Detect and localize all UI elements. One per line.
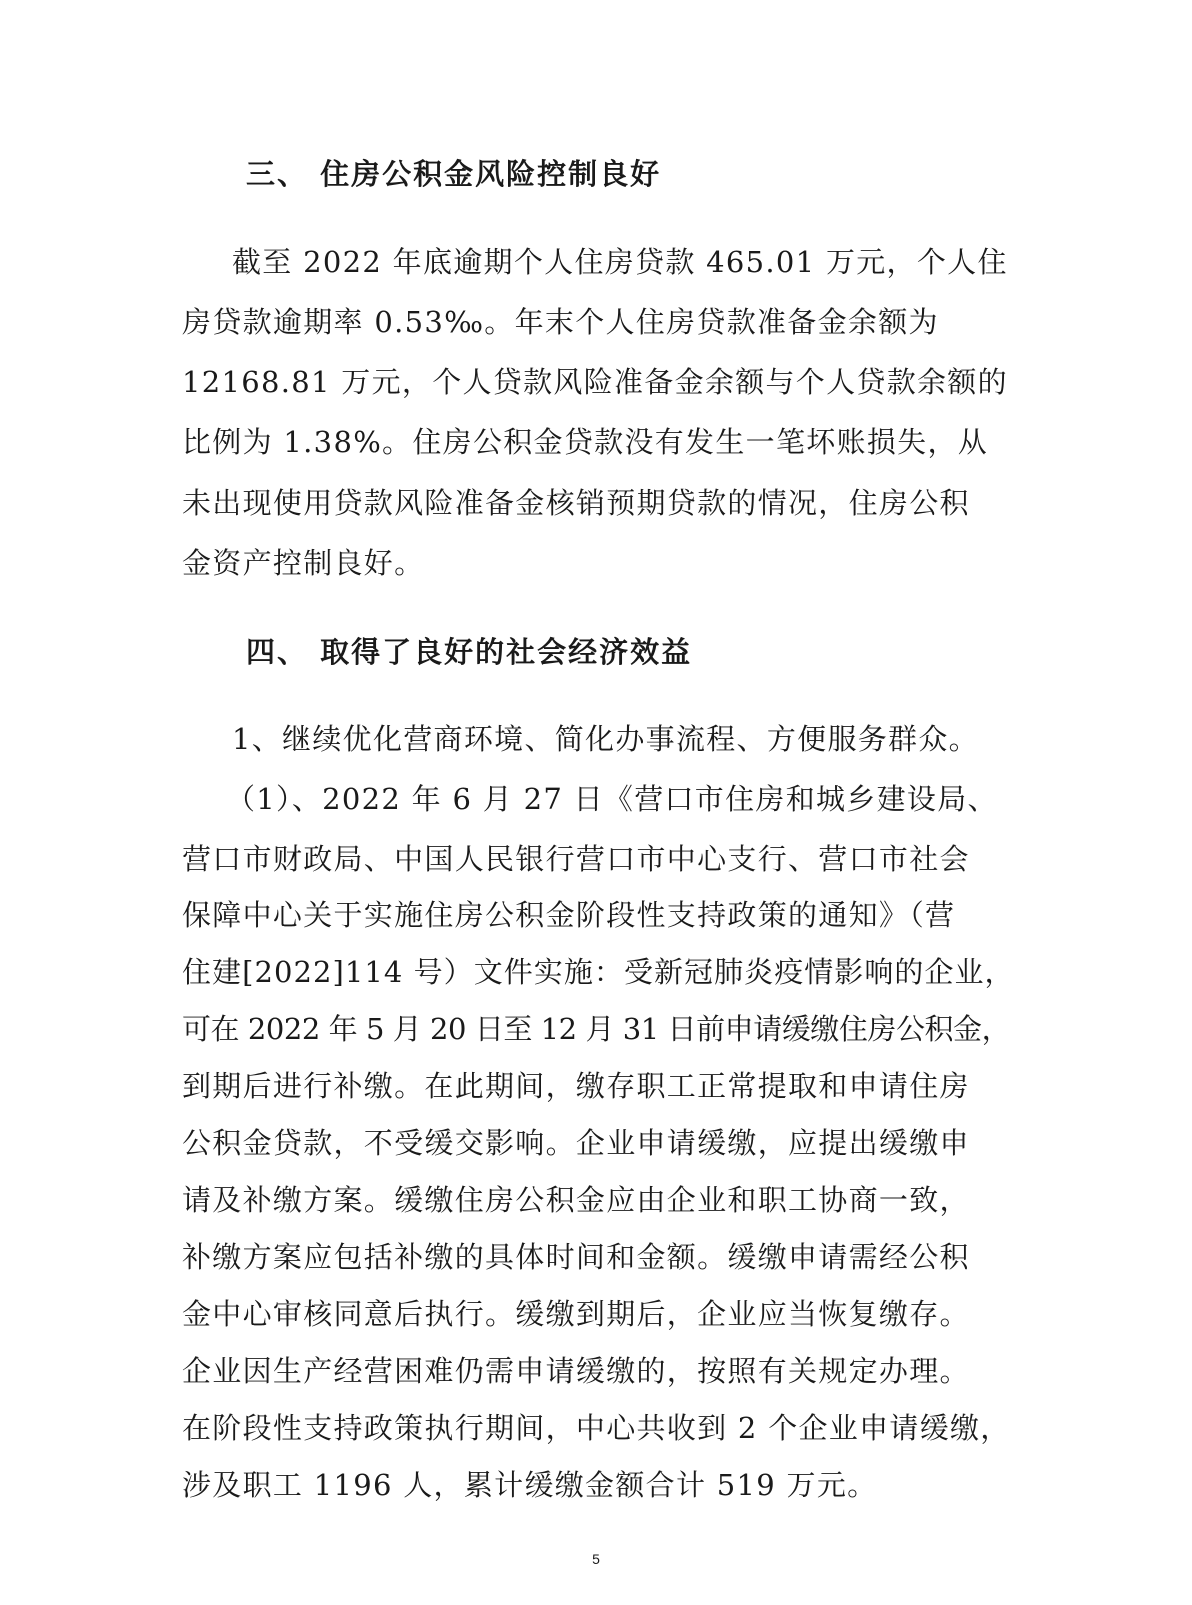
paragraph-line: 住建[2022]114 号）文件实施：受新冠肺炎疫情影响的企业， [182, 955, 1015, 989]
paragraph-line: 1、继续优化营商环境、简化办事流程、方便服务群众。 [232, 722, 979, 756]
paragraph-line: 到期后进行补缴。在此期间，缴存职工正常提取和申请住房 [182, 1069, 970, 1103]
paragraph-line: 请及补缴方案。缓缴住房公积金应由企业和职工协商一致， [182, 1183, 970, 1217]
paragraph-line: 保障中心关于实施住房公积金阶段性支持政策的通知》（营 [182, 898, 956, 932]
page-number: 5 [592, 1551, 600, 1567]
paragraph-line: （1）、2022 年 6 月 27 日《营口市住房和城乡建设局、 [226, 782, 998, 816]
paragraph-line: 截至 2022 年底逾期个人住房贷款 465.01 万元，个人住 [232, 245, 1008, 279]
paragraph-line: 房贷款逾期率 0.53‰。年末个人住房贷款准备金余额为 [182, 305, 939, 339]
paragraph-line: 营口市财政局、中国人民银行营口市中心支行、营口市社会 [182, 842, 970, 876]
paragraph-line: 涉及职工 1196 人，累计缓缴金额合计 519 万元。 [182, 1468, 878, 1502]
paragraph-line: 可在 2022 年 5 月 20 日至 12 月 31 日前申请缓缴住房公积金， [182, 1012, 1011, 1046]
section-heading-3: 三、 住房公积金风险控制良好 [246, 157, 662, 191]
section-heading-4: 四、 取得了良好的社会经济效益 [246, 635, 693, 669]
paragraph-line: 在阶段性支持政策执行期间，中心共收到 2 个企业申请缓缴， [182, 1411, 1011, 1445]
paragraph-line: 金中心审核同意后执行。缓缴到期后，企业应当恢复缴存。 [182, 1297, 970, 1331]
paragraph-line: 未出现使用贷款风险准备金核销预期贷款的情况，住房公积 [182, 486, 970, 520]
paragraph-line: 企业因生产经营困难仍需申请缓缴的，按照有关规定办理。 [182, 1354, 970, 1388]
paragraph-line: 公积金贷款，不受缓交影响。企业申请缓缴，应提出缓缴申 [182, 1126, 970, 1160]
paragraph-line: 12168.81 万元，个人贷款风险准备金余额与个人贷款余额的 [182, 365, 1008, 399]
paragraph-line: 比例为 1.38%。住房公积金贷款没有发生一笔坏账损失，从 [182, 425, 989, 459]
paragraph-line: 补缴方案应包括补缴的具体时间和金额。缓缴申请需经公积 [182, 1240, 970, 1274]
paragraph-line: 金资产控制良好。 [182, 546, 425, 580]
